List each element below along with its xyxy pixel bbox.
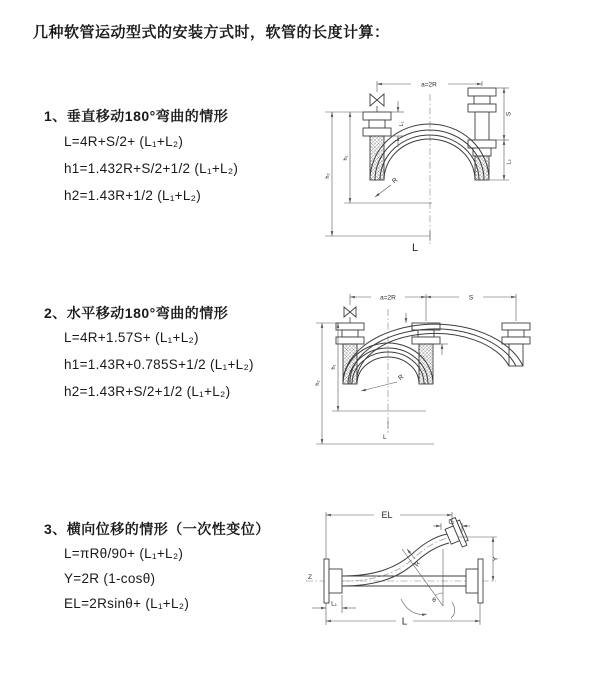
leader-r bbox=[361, 382, 397, 391]
dim-label-l2: L₂ bbox=[506, 159, 513, 165]
dim-label-h1: h₁ bbox=[343, 155, 349, 161]
right-flange-top bbox=[468, 88, 496, 112]
section-2-heading: 2、水平移动180°弯曲的情形 bbox=[44, 305, 229, 321]
dim-label-h2: h₂ bbox=[325, 173, 331, 179]
dim-s-and-l2 bbox=[490, 88, 509, 180]
angle-label-theta: θ bbox=[432, 597, 436, 604]
braided-hose-left bbox=[370, 136, 384, 180]
valve-icon bbox=[344, 307, 356, 323]
section-3-formula-Y: Y=2R (1-cosθ) bbox=[64, 571, 156, 586]
dim-label-l1: L₁ bbox=[399, 121, 405, 127]
dim-label-r: R bbox=[397, 373, 406, 382]
left-flange bbox=[363, 112, 391, 136]
dim-label-a2r: a=2R bbox=[380, 294, 396, 302]
break-mark-z: Z bbox=[308, 574, 312, 581]
left-flange bbox=[336, 323, 364, 344]
right-flange bbox=[466, 559, 483, 603]
dim-label-el: EL bbox=[381, 510, 393, 520]
section-1-heading: 1、垂直移动180°弯曲的情形 bbox=[44, 108, 229, 124]
dim-label-s: S bbox=[468, 294, 474, 302]
dim-label-h1: h₁ bbox=[331, 364, 337, 370]
dim-label-r: R bbox=[413, 560, 422, 569]
left-flange bbox=[324, 559, 342, 603]
right-flange-moved-position bbox=[502, 323, 530, 344]
section-1-formula-h2: h2=1.43R+1/2 (L₁+L₂) bbox=[64, 188, 202, 203]
curved-hose-displaced bbox=[342, 534, 449, 586]
section-1-formula-L: L=4R+S/2+ (L₁+L₂) bbox=[64, 134, 184, 149]
section-3-formula-EL: EL=2Rsinθ+ (L₁+L₂) bbox=[64, 596, 190, 611]
page-title: 几种软管运动型式的安装方式时，软管的长度计算： bbox=[33, 24, 390, 41]
section-1-formula-h1: h1=1.432R+S/2+1/2 (L₁+L₂) bbox=[64, 161, 239, 176]
dim-label-l: L bbox=[383, 434, 387, 441]
section-3-formula-L: L=πRθ/90+ (L₁+L₂) bbox=[64, 546, 184, 561]
dim-a2r-s bbox=[350, 294, 516, 321]
dim-label-s: S bbox=[505, 111, 513, 117]
dim-label-l: L bbox=[401, 616, 408, 628]
section-2-formula-L: L=4R+1.57S+ (L₁+L₂) bbox=[64, 330, 199, 345]
diagram-horizontal-180-bend bbox=[308, 283, 593, 463]
hose-centerline bbox=[342, 538, 448, 581]
diagram-vertical-180-bend bbox=[312, 70, 592, 260]
upper-flange-tilted bbox=[442, 516, 469, 550]
right-pipe bbox=[475, 112, 489, 140]
dim-label-l1: L₁ bbox=[331, 600, 337, 608]
dim-label-l: L bbox=[412, 242, 419, 254]
section-2-formula-h1: h1=1.43R+0.785S+1/2 (L₁+L₂) bbox=[64, 357, 254, 372]
valve-icon bbox=[370, 94, 384, 112]
section-2-formula-h2: h2=1.43R+S/2+1/2 (L₁+L₂) bbox=[64, 384, 231, 399]
dim-l1 bbox=[312, 595, 356, 625]
dim-label-h2: h₂ bbox=[315, 380, 321, 386]
section-3-heading: 3、横向位移的情形（一次性变位） bbox=[44, 521, 270, 537]
leader-r bbox=[375, 185, 391, 197]
dim-label-l2: L₂ bbox=[448, 518, 455, 526]
diagram-lateral-displacement bbox=[300, 503, 600, 655]
dim-label-a2r: a=2R bbox=[421, 81, 437, 89]
dim-label-y: Y bbox=[492, 556, 500, 562]
angle-construction bbox=[401, 549, 455, 618]
dim-label-r: R bbox=[391, 176, 400, 186]
